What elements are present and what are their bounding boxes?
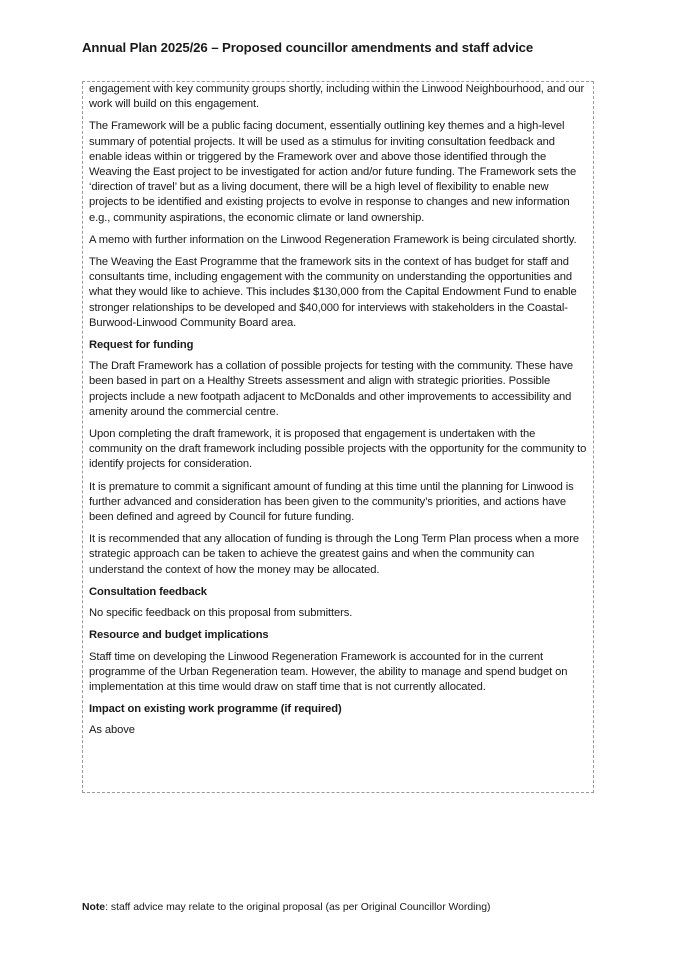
paragraph: The Framework will be a public facing document, essentially outlining key themes and a high-level summary of potential projects. It will be used as a stimulus for inviting consultation feedback and enable ideas within or triggered by the Framework over and above those identified through the Weaving the East project to be investigated for action and/or future funding. The Framework sets the ‘direction of travel’ but as a living document, there will be a high level of flexibility to enable new projects to be identified and existing projects to evolve in response to changes and new information e.g., community aspirations, the economic climate or land ownership. [89,120,577,224]
paragraph: engagement with key community groups shortly, including within the Linwood Neighbourhood, and our work will build on this engagement. [89,83,585,111]
paragraph: A memo with further information on the Linwood Regeneration Framework is being circulated shortly. [89,233,577,246]
page-title: Annual Plan 2025/26 – Proposed councillor amendments and staff advice [82,40,534,55]
paragraph: Upon completing the draft framework, it is proposed that engagement is undertaken with the community on the draft framework including possible projects with the opportunity for the community to identify projects for consideration. [89,428,587,471]
note-label: Note [82,902,106,913]
section-heading-request-for-funding: Request for funding [89,339,194,352]
section-heading-impact: Impact on existing work programme (if required) [89,703,342,716]
staff-advice-box [82,81,594,793]
paragraph: As above [89,724,135,737]
paragraph: It is premature to commit a significant amount of funding at this time until the planning for Linwood is further advanced and consideration has been given to the community’s priorities, and actions have been defined and agreed by Council for future funding. [89,480,574,524]
section-heading-consultation-feedback: Consultation feedback [89,585,207,598]
footer-note [82,902,491,913]
note-text: : staff advice may relate to the original proposal (as per Original Councillor Wording) [105,902,491,913]
section-heading-resource-budget: Resource and budget implications [89,629,269,642]
paragraph: Staff time on developing the Linwood Regeneration Framework is accounted for in the current programme of the Urban Regeneration team. However, the ability to manage and spend budget on implementation at this time would draw on staff time that is not currently allocated. [89,650,568,693]
paragraph: The Weaving the East Programme that the framework sits in the context of has budget for staff and consultants time, including engagement with the community on understanding the opportunities and what they would like to achieve. This includes $130,000 from the Capital Endowment Fund to enable stronger relationships to be developed and $40,000 for interviews with stakeholders in the Coastal-Burwood-Linwood Community Board area. [89,256,577,329]
paragraph: It is recommended that any allocation of funding is through the Long Term Plan process when a more strategic approach can be taken to achieve the greatest gains and when the community can understand the context of how the money may be allocated. [89,533,579,576]
paragraph: The Draft Framework has a collation of possible projects for testing with the community. These have been based in part on a Healthy Streets assessment and align with strategic priorities. Possible projects include a new footpath adjacent to McDonalds and other improvements to accessibility and amenity around the commercial centre. [89,360,574,418]
paragraph: No specific feedback on this proposal from submitters. [89,607,353,620]
